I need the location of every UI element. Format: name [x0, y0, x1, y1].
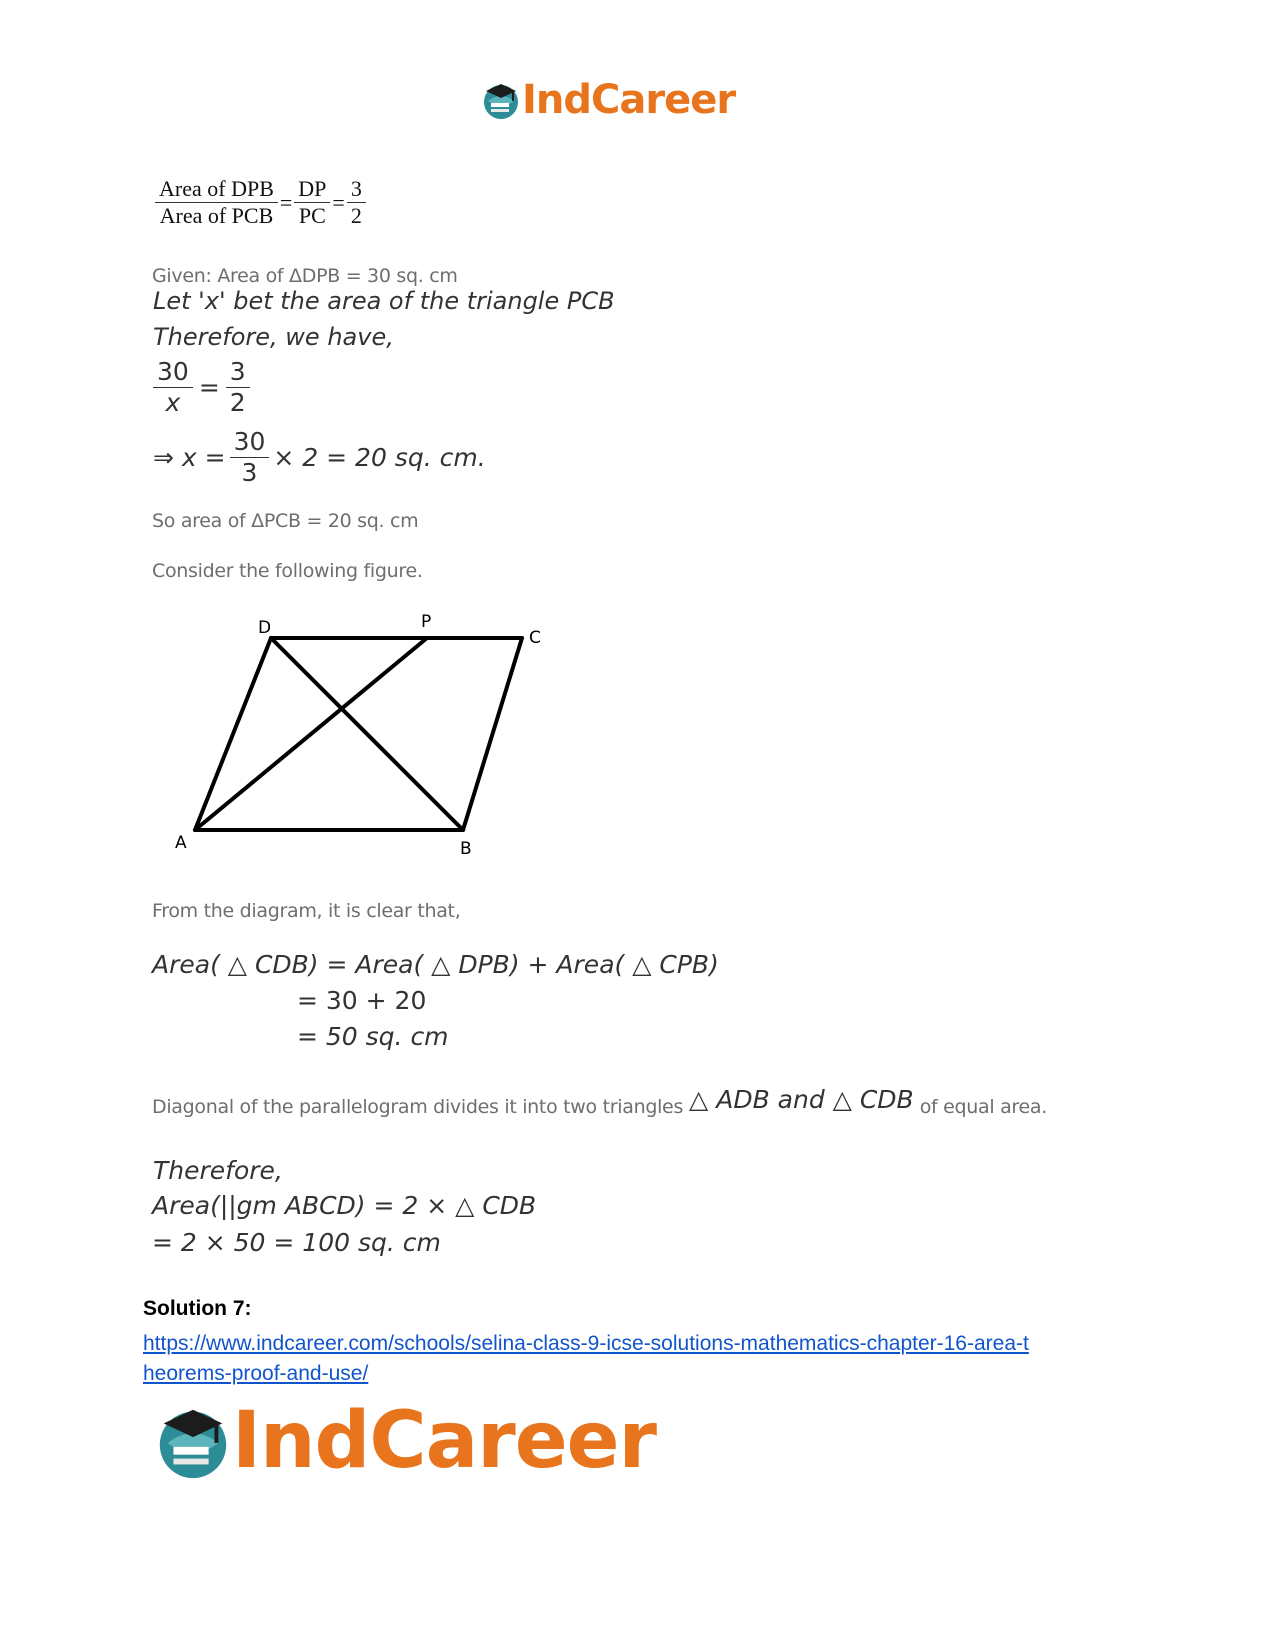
eq-x-lhs: ⇒ x =: [153, 443, 226, 472]
ratio-den-1: Area of PCB: [159, 203, 274, 229]
eq-x-num: 30: [230, 427, 270, 458]
ratio-num-3: 3: [347, 176, 366, 203]
diagonal-sentence: [152, 1085, 1048, 1119]
eq-30-den: x: [165, 388, 181, 417]
link-line-2[interactable]: heorems-proof-and-use/: [143, 1362, 369, 1385]
consider-text: Consider the following figure.: [152, 560, 423, 582]
label-c: C: [529, 628, 541, 648]
ratio-den-3: 2: [350, 203, 362, 229]
diagonal-db: [271, 638, 463, 830]
from-diagram-text: From the diagram, it is clear that,: [152, 900, 461, 922]
solution-link[interactable]: [143, 1329, 1029, 1389]
area-gm-line: Area(||gm ABCD) = 2 × △ CDB: [152, 1191, 537, 1220]
diagonal-text-after: of equal area.: [919, 1096, 1048, 1118]
label-d: D: [258, 618, 272, 638]
equation-solve-x: [153, 427, 486, 488]
footer-logo-text: IndCareer: [232, 1395, 656, 1486]
link-line-1[interactable]: https://www.indcareer.com/schools/selina-class-9-icse-solutions-mathematics-chapter-16-area-t: [143, 1332, 1029, 1355]
equation-30-over-x: $\frac{30}{x}$ = $\frac{3}{2}$: [153, 357, 250, 418]
side-ad: [195, 638, 271, 830]
area-line-1: Area( △ CDB) = Area( △ DPB) + Area( △ CPB): [152, 950, 719, 979]
diagonal-math: △ ADB and △ CDB: [689, 1085, 914, 1114]
eq-x-rhs: × 2 = 20 sq. cm.: [273, 443, 486, 472]
diagonal-text-before: Diagonal of the parallelogram divides it into two triangles: [152, 1096, 684, 1118]
header-logo: [480, 78, 735, 122]
ratio-num-1: Area of DPB: [155, 176, 278, 203]
header-logo-text: IndCareer: [522, 77, 736, 123]
label-b: B: [460, 839, 472, 859]
segment-ap: [195, 638, 427, 830]
label-a: A: [175, 833, 187, 853]
ratio-num-2: DP: [294, 176, 330, 203]
ratio-equation: $\frac{\text{Area of DPB}}{\text{Area of PCB}}$ = $\frac{DP}{PC}$ = $\frac{3}{2}$: [155, 176, 366, 230]
graduation-cap-globe-icon: [152, 1400, 234, 1482]
eq-3-den: 2: [229, 388, 246, 417]
area-line-2: = 30 + 20: [297, 986, 427, 1015]
eq-30-num: 30: [153, 357, 193, 388]
area-line-3: = 50 sq. cm: [297, 1022, 449, 1051]
given-text: Given: Area of ΔDPB = 30 sq. cm: [152, 265, 458, 287]
ratio-den-2: PC: [298, 203, 326, 229]
graduation-cap-globe-icon: [480, 79, 522, 121]
parallelogram-figure: [165, 605, 565, 865]
footer-logo: [152, 1395, 656, 1486]
eq-3-num: 3: [226, 357, 250, 388]
therefore-have: Therefore, we have,: [153, 323, 394, 351]
side-cb: [463, 638, 522, 830]
so-area-text: So area of ΔPCB = 20 sq. cm: [152, 510, 419, 532]
label-p: P: [421, 612, 432, 632]
therefore-text: Therefore,: [153, 1156, 283, 1185]
eq-x-den: 3: [241, 458, 258, 487]
let-line: Let 'x' bet the area of the triangle PCB: [153, 287, 615, 315]
solution-heading: Solution 7:: [143, 1297, 252, 1320]
area-result-line: = 2 × 50 = 100 sq. cm: [152, 1228, 441, 1257]
